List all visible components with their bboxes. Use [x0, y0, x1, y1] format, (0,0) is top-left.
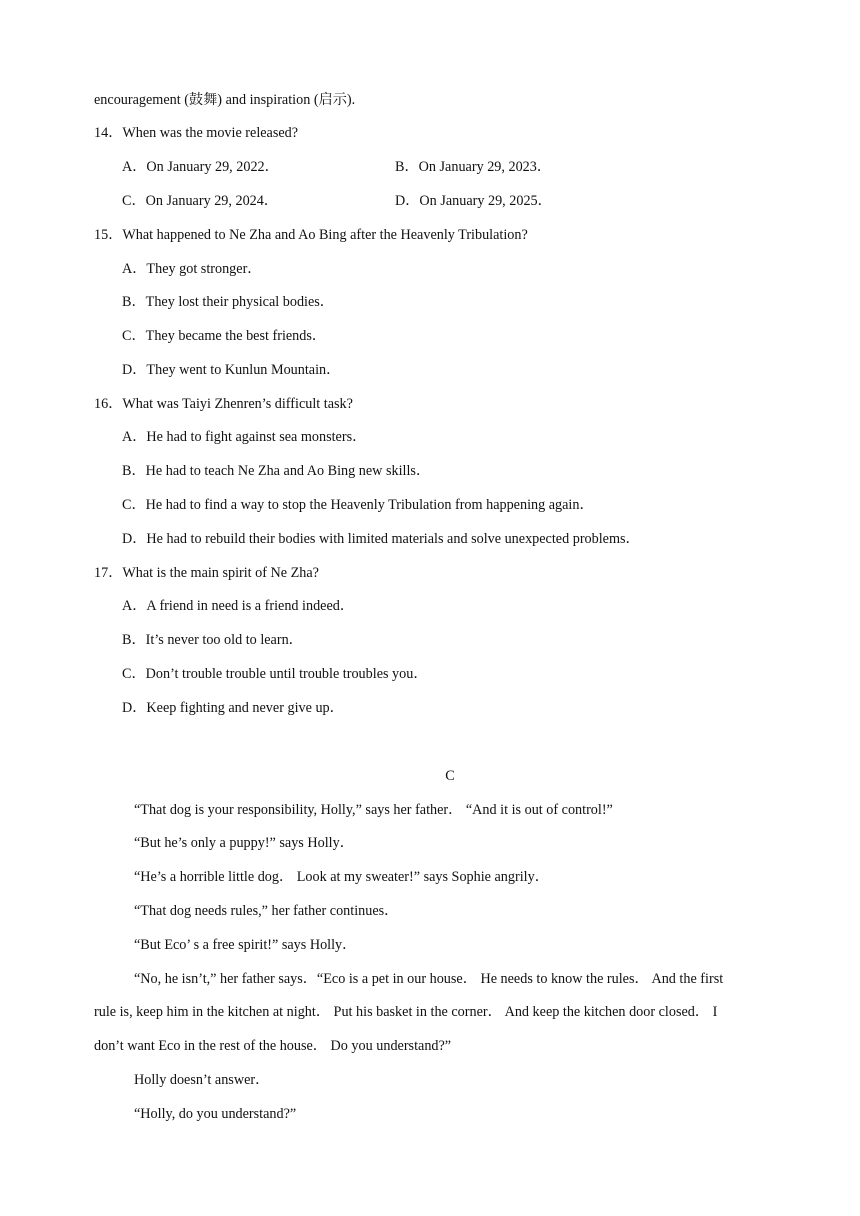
passage-line: “He’s a horrible little dog． Look at my sweater!” says Sophie angrily． — [134, 869, 549, 885]
question-14-option-b: B．On January 29, 2023． — [395, 159, 552, 175]
question-15-stem: 15．What happened to Ne Zha and Ao Bing after the Heavenly Tribulation? — [94, 227, 528, 243]
question-16-option-a: A．He had to fight against sea monsters． — [122, 429, 367, 445]
passage-line: don’t want Eco in the rest of the house． Do you understand?” — [94, 1038, 452, 1054]
question-17-option-a: A．A friend in need is a friend indeed． — [122, 598, 355, 614]
question-17-option-d: D．Keep fighting and never give up． — [122, 700, 344, 716]
question-16-stem: 16．What was Taiyi Zhenren’s difficult task? — [94, 396, 353, 412]
question-17-option-b: B．It’s never too old to learn． — [122, 632, 303, 648]
question-17-stem: 17．What is the main spirit of Ne Zha? — [94, 565, 319, 581]
intro-tail-text: encouragement (鼓舞) and inspiration (启示). — [94, 92, 356, 108]
question-14-option-d: D．On January 29, 2025． — [395, 193, 552, 209]
question-15-option-b: B．They lost their physical bodies． — [122, 294, 334, 310]
passage-line: rule is, keep him in the kitchen at night． Put his basket in the corner． And keep the kitchen door closed． I — [94, 1004, 718, 1020]
question-14-stem: 14．When was the movie released? — [94, 125, 299, 141]
passage-line: “No, he isn’t,” her father says．“Eco is a pet in our house． He needs to know the rules． And the first — [134, 971, 724, 987]
question-17-option-c: C．Don’t trouble trouble until trouble troubles you． — [122, 666, 428, 682]
section-heading: C — [445, 768, 455, 784]
passage-line: “Holly, do you understand?” — [134, 1106, 297, 1122]
passage-line: “But he’s only a puppy!” says Holly． — [134, 835, 354, 851]
passage-line: “But Eco’ s a free spirit!” says Holly． — [134, 937, 357, 953]
question-15-option-a: A．They got stronger． — [122, 261, 262, 277]
question-14-option-c: C．On January 29, 2024． — [122, 193, 279, 209]
question-16-option-d: D．He had to rebuild their bodies with limited materials and solve unexpected problems． — [122, 531, 640, 547]
question-14-option-a: A．On January 29, 2022． — [122, 159, 279, 175]
question-16-option-c: C．He had to find a way to stop the Heavenly Tribulation from happening again． — [122, 497, 594, 513]
question-15-option-c: C．They became the best friends． — [122, 328, 327, 344]
question-15-option-d: D．They went to Kunlun Mountain． — [122, 362, 341, 378]
passage-line: Holly doesn’t answer． — [134, 1072, 270, 1088]
question-16-option-b: B．He had to teach Ne Zha and Ao Bing new skills． — [122, 463, 431, 479]
passage-line: “That dog is your responsibility, Holly,” says her father． “And it is out of control!” — [134, 802, 613, 818]
passage-line: “That dog needs rules,” her father continues． — [134, 903, 399, 919]
